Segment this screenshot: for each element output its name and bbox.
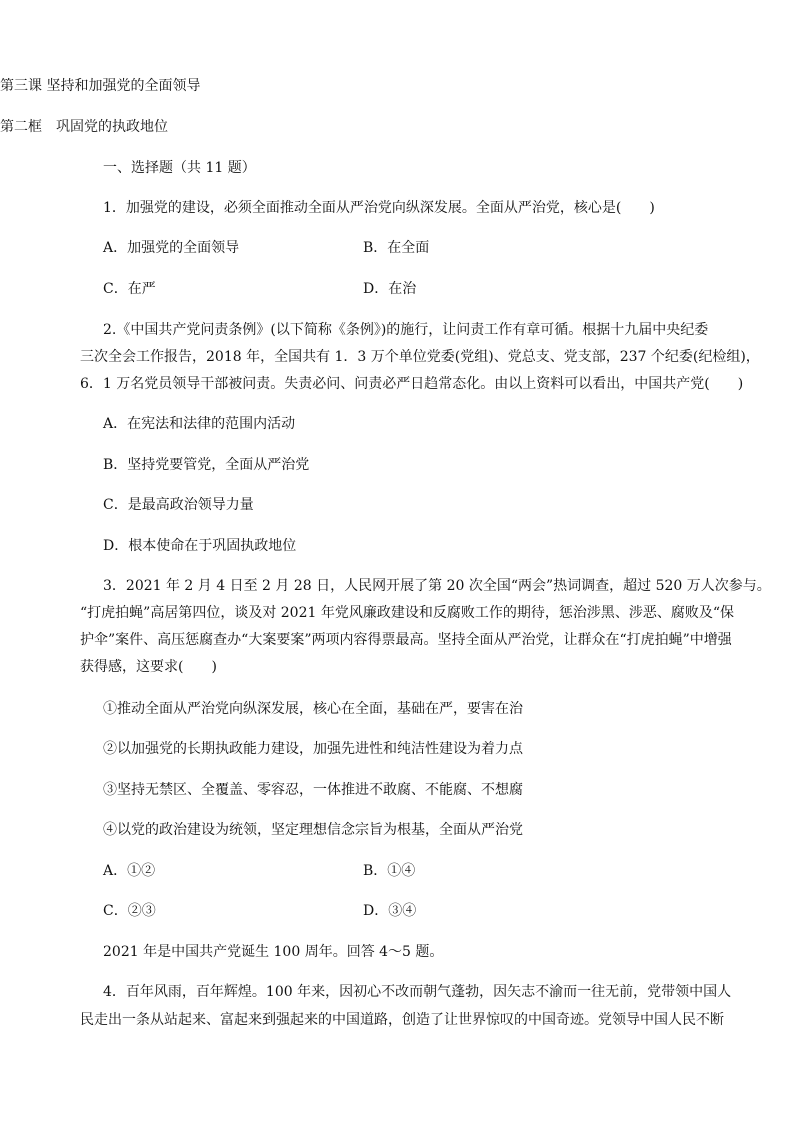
question-3-stem-line-1: 3．2021 年 2 月 4 日至 2 月 28 日，人民网开展了第 20 次全国“两会”热词调查，超过 520 万人次参与。 (103, 578, 771, 594)
question-1-option-b: B．在全面 (363, 240, 430, 256)
question-1-option-a: A．加强党的全面领导 (103, 240, 240, 256)
question-3-stem-line-2: “打虎拍蝇”高居第四位，谈及对 2021 年党风廉政建设和反腐败工作的期待，惩治涉黑、涉恶、腐败及“保 (80, 605, 734, 621)
question-2-option-b: B．坚持党要管党，全面从严治党 (103, 457, 310, 473)
question-3-option-b: B．①④ (363, 863, 416, 879)
question-2-stem-line-3: 6．1 万名党员领导干部被问责。失责必问、问责必严日趋常态化。由以上资料可以看出，中国共产党( ) (80, 376, 744, 392)
question-3-option-c: C．②③ (103, 903, 156, 919)
question-2-stem-line-2: 三次全会工作报告，2018 年，全国共有 1．3 万个单位党委(党组)、党总支、党支部，237 个纪委(纪检组)， (80, 349, 760, 365)
question-3-stem-line-3: 护伞”案件、高压惩腐查办“大案要案”两项内容得票最高。坚持全面从严治党，让群众在“打虎拍蝇”中增强 (80, 632, 732, 648)
question-2-option-a: A．在宪法和法律的范围内活动 (103, 416, 296, 432)
question-1-stem: 1．加强党的建设，必须全面推动全面从严治党向纵深发展。全面从严治党，核心是( ) (103, 200, 655, 216)
question-2-stem-line-1: 2.《中国共产党问责条例》(以下简称《条例》)的施行，让问责工作有章可循。根据十九届中央纪委 (103, 322, 709, 338)
question-3-option-d: D．③④ (363, 903, 417, 919)
question-group-note: 2021 年是中国共产党诞生 100 周年。回答 4～5 题。 (103, 944, 444, 960)
question-3-statement-1: ①推动全面从严治党向纵深发展，核心在全面，基础在严，要害在治 (103, 701, 523, 717)
question-4-stem-line-2: 民走出一条从站起来、富起来到强起来的中国道路，创造了让世界惊叹的中国奇迹。党领导中国人民不断 (80, 1012, 724, 1028)
section-title: 第二框 巩固党的执政地位 (0, 119, 168, 135)
lesson-title: 第三课 坚持和加强党的全面领导 (0, 78, 201, 94)
question-3-stem-line-4: 获得感，这要求( ) (80, 659, 217, 675)
question-3-statement-4: ④以党的政治建设为统领，坚定理想信念宗旨为根基，全面从严治党 (103, 822, 523, 838)
question-2-option-d: D．根本使命在于巩固执政地位 (103, 538, 297, 554)
question-1-option-d: D．在治 (363, 281, 417, 297)
question-2-option-c: C．是最高政治领导力量 (103, 497, 254, 513)
section-heading: 一、选择题（共 11 题） (103, 160, 256, 176)
question-3-option-a: A．①② (103, 863, 156, 879)
question-3-statement-2: ②以加强党的长期执政能力建设，加强先进性和纯洁性建设为着力点 (103, 741, 523, 757)
question-4-stem-line-1: 4．百年风雨，百年辉煌。100 年来，因初心不改而朝气蓬勃，因矢志不渝而一往无前，党带领中国人 (103, 984, 732, 1000)
question-3-statement-3: ③坚持无禁区、全覆盖、零容忍，一体推进不敢腐、不能腐、不想腐 (103, 782, 523, 798)
question-1-option-c: C．在严 (103, 281, 156, 297)
